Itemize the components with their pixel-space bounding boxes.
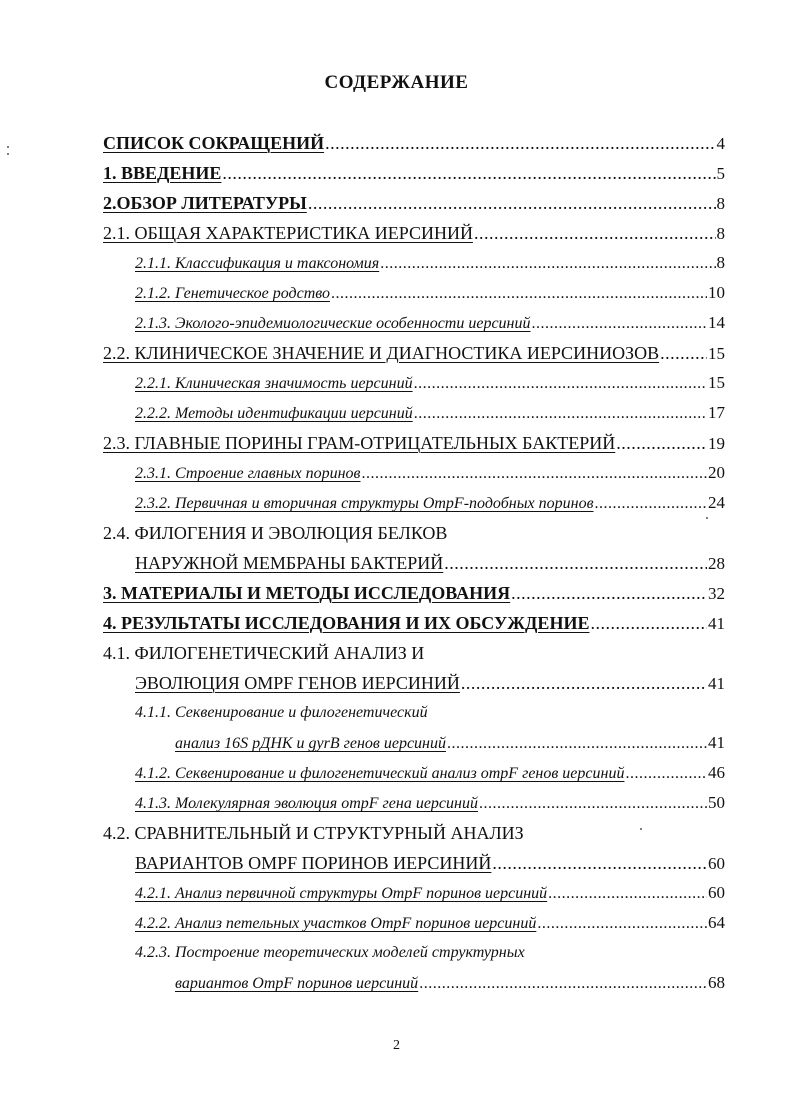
toc-entry[interactable] <box>103 338 725 368</box>
toc-entry-label[interactable]: 2.ОБЗОР ЛИТЕРАТУРЫ <box>103 193 307 213</box>
toc-entry-page: 64 <box>708 913 725 932</box>
toc-entry-page: 17 <box>708 403 725 422</box>
dot-leader <box>447 729 707 759</box>
toc-entry-label[interactable]: 2.3. ГЛАВНЫЕ ПОРИНЫ ГРАМ-ОТРИЦАТЕЛЬНЫХ БАКТЕРИЙ <box>103 433 616 453</box>
toc-entry-page: 28 <box>708 554 725 573</box>
dot-leader <box>325 128 715 158</box>
toc-entry-page: 41 <box>708 733 725 752</box>
toc-entry-label[interactable]: 4.1.3. Молекулярная эволюция ompF гена иерсиний <box>135 795 478 812</box>
dot-leader <box>461 668 707 698</box>
toc-entry-page: 15 <box>708 344 725 363</box>
toc-entry[interactable] <box>103 878 725 908</box>
toc-entry-label[interactable]: 2.2. КЛИНИЧЕСКОЕ ЗНАЧЕНИЕ И ДИАГНОСТИКА ИЕРСИНИОЗОВ <box>103 343 660 363</box>
toc-entry-label[interactable]: ЭВОЛЮЦИЯ OMPF ГЕНОВ ИЕРСИНИЙ <box>135 673 460 693</box>
toc-entry[interactable] <box>103 248 725 278</box>
toc-entry[interactable] <box>103 668 725 698</box>
dot-leader <box>414 399 707 429</box>
dot-leader <box>595 489 707 519</box>
dot-leader <box>222 158 715 188</box>
toc-entry[interactable] <box>103 188 725 218</box>
toc-entry-page: 8 <box>716 224 725 243</box>
toc-entry-page: 32 <box>708 584 725 603</box>
toc-entry[interactable] <box>103 788 725 818</box>
toc-entry-label[interactable]: 2.1.1. Классификация и таксономия <box>135 255 380 272</box>
toc-entry-page: 46 <box>708 763 725 782</box>
scan-speck <box>7 153 9 155</box>
toc-entry[interactable] <box>103 308 725 338</box>
toc-entry-label[interactable]: 4.2.1. Анализ первичной структуры OmpF поринов иерсиний <box>135 885 548 902</box>
toc-entry-page: 68 <box>708 973 725 992</box>
toc-entry[interactable] <box>103 968 725 998</box>
toc-entry[interactable] <box>103 128 725 158</box>
toc-entry-label[interactable]: 1. ВВЕДЕНИЕ <box>103 163 222 183</box>
dot-leader <box>380 249 715 279</box>
toc-entry-label: 2.4. ФИЛОГЕНИЯ И ЭВОЛЮЦИЯ БЕЛКОВ <box>103 523 448 543</box>
toc-entry-page: 14 <box>708 313 725 332</box>
toc-entry-label[interactable]: 4. РЕЗУЛЬТАТЫ ИССЛЕДОВАНИЯ И ИХ ОБСУЖДЕНИЕ <box>103 613 590 633</box>
toc-entry-page: 50 <box>708 793 725 812</box>
toc-entry-page: 15 <box>708 373 725 392</box>
dot-leader <box>511 578 707 608</box>
toc-entry-page: 8 <box>716 194 725 213</box>
dot-leader <box>414 369 707 399</box>
toc-entry-label[interactable]: 3. МАТЕРИАЛЫ И МЕТОДЫ ИССЛЕДОВАНИЯ <box>103 583 511 603</box>
toc-entry[interactable] <box>103 158 725 188</box>
toc-entry-label[interactable]: 4.1.2. Секвенирование и филогенетический анализ ompF генов иерсиний <box>135 765 625 782</box>
toc-entry-label[interactable]: 2.1.2. Генетическое родство <box>135 285 330 302</box>
toc-entry-label[interactable]: 2.2.2. Методы идентификации иерсиний <box>135 405 413 422</box>
toc-entry[interactable] <box>103 218 725 248</box>
toc-entry-page: 41 <box>708 674 725 693</box>
toc-entry-label: 4.1. ФИЛОГЕНЕТИЧЕСКИЙ АНАЛИЗ И <box>103 643 425 663</box>
toc-entry-label[interactable]: 2.3.2. Первичная и вторичная структуры OmpF-подобных поринов <box>135 495 594 512</box>
scan-speck <box>7 146 9 148</box>
dot-leader <box>616 428 707 458</box>
toc-entry-label[interactable]: 4.2.2. Анализ петельных участков OmpF поринов иерсиний <box>135 915 537 932</box>
page-title: СОДЕРЖАНИЕ <box>324 72 469 93</box>
toc-entry-page: 8 <box>716 253 725 272</box>
toc-entry[interactable] <box>103 398 725 428</box>
toc-entry[interactable] <box>103 458 725 488</box>
toc-entry-page: 41 <box>708 614 725 633</box>
dot-leader <box>444 548 707 578</box>
toc-entry[interactable] <box>103 428 725 458</box>
toc-entry[interactable] <box>103 278 725 308</box>
toc-entry-label: 4.2.3. Построение теоретических моделей структурных <box>135 944 525 961</box>
toc-entry-heading-line <box>103 638 725 668</box>
dot-leader <box>548 879 707 909</box>
toc-entry[interactable] <box>103 848 725 878</box>
toc-entry-page: 60 <box>708 854 725 873</box>
dot-leader <box>474 218 716 248</box>
scan-speck <box>706 517 708 519</box>
toc-entry[interactable] <box>103 548 725 578</box>
dot-leader <box>532 309 708 339</box>
toc-entry-label[interactable]: НАРУЖНОЙ МЕМБРАНЫ БАКТЕРИЙ <box>135 553 444 573</box>
toc-entry-label[interactable]: вариантов OmpF поринов иерсиний <box>175 975 419 992</box>
toc-entry-label[interactable]: 2.2.1. Клиническая значимость иерсиний <box>135 375 413 392</box>
toc-entry-heading-line <box>103 818 725 848</box>
scan-speck <box>640 828 642 830</box>
toc-entry-heading-line <box>103 698 725 728</box>
toc-entry-page: 10 <box>708 283 725 302</box>
dot-leader <box>419 969 707 999</box>
dot-leader <box>492 848 707 878</box>
toc-entry-page: 24 <box>708 493 725 512</box>
toc-entry-page: 4 <box>716 134 725 153</box>
toc-entry-page: 20 <box>708 463 725 482</box>
toc-entry[interactable] <box>103 488 725 518</box>
dot-leader <box>590 608 707 638</box>
toc-entry-page: 5 <box>716 164 725 183</box>
toc-entry-label[interactable]: 2.1. ОБЩАЯ ХАРАКТЕРИСТИКА ИЕРСИНИЙ <box>103 223 473 243</box>
dot-leader <box>537 909 707 939</box>
dot-leader <box>308 188 716 218</box>
toc-entry-heading-line <box>103 518 725 548</box>
toc-entry[interactable] <box>103 758 725 788</box>
toc-entry[interactable] <box>103 578 725 608</box>
dot-leader <box>660 338 707 368</box>
toc-entry[interactable] <box>103 608 725 638</box>
toc-entry-label: 4.2. СРАВНИТЕЛЬНЫЙ И СТРУКТУРНЫЙ АНАЛИЗ <box>103 823 524 843</box>
toc-entry-label[interactable]: 2.3.1. Строение главных поринов <box>135 465 361 482</box>
toc-entry-label[interactable]: ВАРИАНТОВ OMPF ПОРИНОВ ИЕРСИНИЙ <box>135 853 492 873</box>
toc-entry-label: 4.1.1. Секвенирование и филогенетический <box>135 704 428 721</box>
toc-entry[interactable] <box>103 908 725 938</box>
page-number: 2 <box>393 1038 400 1053</box>
toc-entry[interactable] <box>103 368 725 398</box>
table-of-contents <box>103 128 725 998</box>
toc-entry-label[interactable]: 2.1.3. Эколого-эпидемиологические особенности иерсиний <box>135 315 531 332</box>
toc-entry-page: 60 <box>708 883 725 902</box>
toc-entry-page: 19 <box>708 434 725 453</box>
toc-entry[interactable] <box>103 728 725 758</box>
dot-leader <box>625 759 707 789</box>
toc-entry-label[interactable]: СПИСОК СОКРАЩЕНИЙ <box>103 133 325 153</box>
toc-entry-label[interactable]: анализ 16S рДНК и gyrB генов иерсиний <box>175 735 446 752</box>
dot-leader <box>362 459 708 489</box>
dot-leader <box>331 279 707 309</box>
dot-leader <box>479 789 707 819</box>
toc-entry-heading-line <box>103 938 725 968</box>
